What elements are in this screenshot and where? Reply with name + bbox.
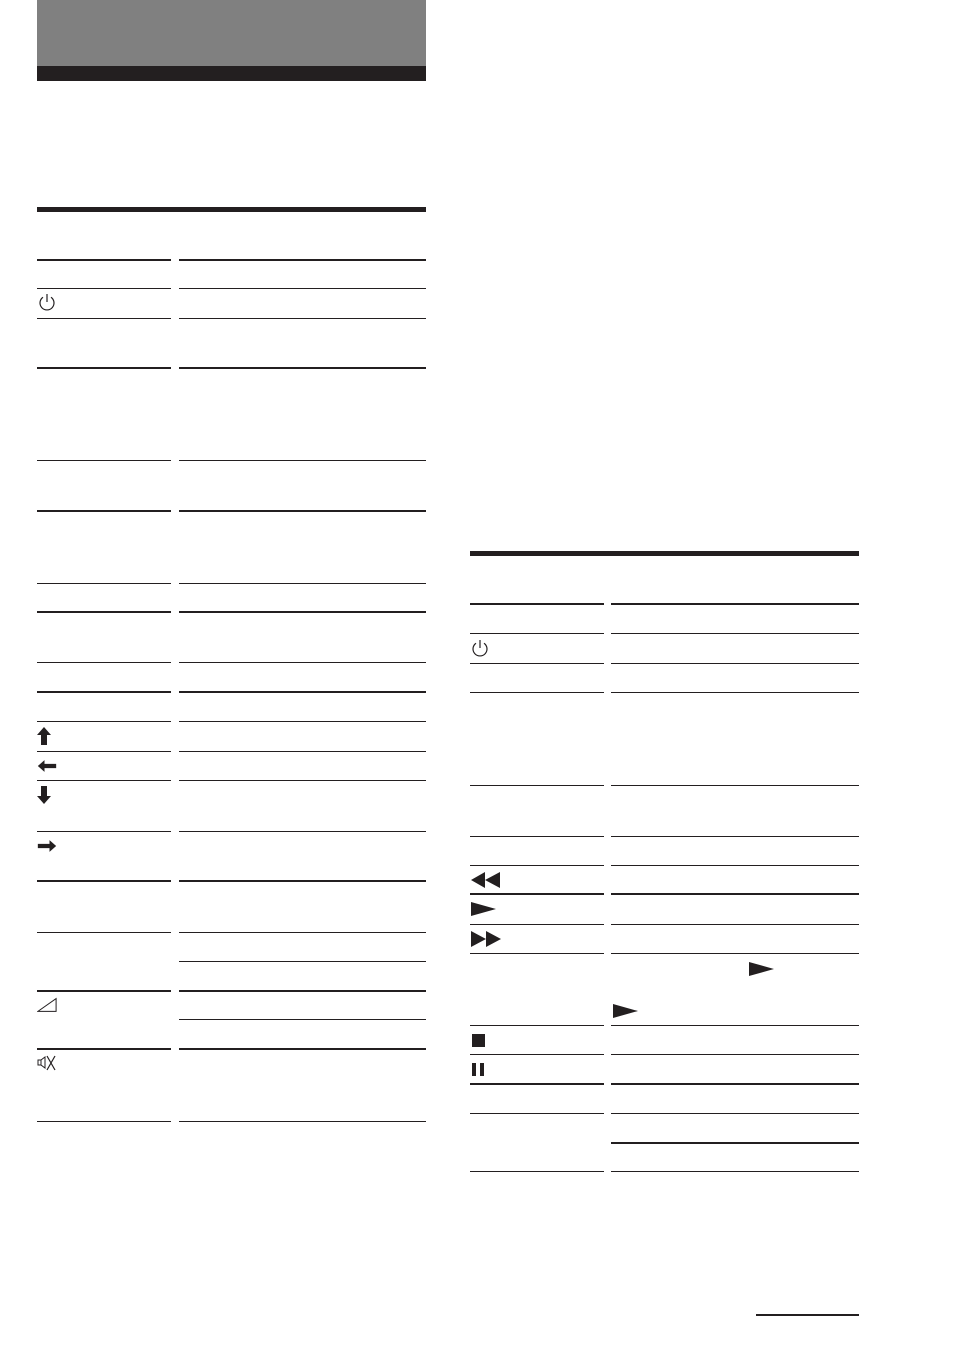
left-col2-header-rule <box>179 259 426 261</box>
left-col2-rule <box>179 583 426 584</box>
power-icon <box>37 292 57 312</box>
left-col1-rule <box>37 932 171 933</box>
left-col1-rule <box>37 780 171 781</box>
right-col1-rule <box>470 1025 604 1026</box>
right-col1-rule <box>470 893 604 895</box>
left-col1-rule <box>37 721 171 722</box>
left-section-rule <box>37 207 426 212</box>
right-col2-rule <box>611 692 859 693</box>
right-col1-rule <box>470 663 604 664</box>
right-col1-rule <box>470 953 604 954</box>
left-col2-rule <box>179 367 426 369</box>
right-col1-rule <box>470 865 604 866</box>
right-col1-header-rule <box>470 603 604 605</box>
left-col2-rule <box>179 880 426 882</box>
left-col2-rule <box>179 721 426 722</box>
stop-icon <box>470 1031 490 1051</box>
left-col1-rule <box>37 1048 171 1050</box>
left-col1-rule <box>37 583 171 584</box>
right-col2-rule <box>611 953 859 954</box>
left-col1-rule <box>37 288 171 289</box>
right-col1-rule <box>470 1171 604 1172</box>
right-col2-rule <box>611 1054 859 1055</box>
right-col2-header-rule <box>611 603 859 605</box>
left-col1-header-rule <box>37 259 171 261</box>
left-col2-rule <box>179 510 426 512</box>
left-col2-rule <box>179 990 426 992</box>
right-col2-rule <box>611 1142 859 1144</box>
fast-forward-icon <box>470 930 502 948</box>
left-col1-rule <box>37 691 171 693</box>
left-col2-rule <box>179 780 426 781</box>
right-col2-rule <box>611 1025 859 1026</box>
left-col2-rule <box>179 691 426 693</box>
right-col2-rule <box>611 924 859 925</box>
play-icon <box>612 1002 640 1020</box>
arrow-left-icon <box>37 756 57 776</box>
left-col2-rule <box>179 318 426 319</box>
left-col1-rule <box>37 460 171 461</box>
arrow-up-icon <box>36 726 56 746</box>
rewind-icon <box>470 871 502 889</box>
left-col2-rule <box>179 460 426 461</box>
left-col1-rule <box>37 510 171 512</box>
right-col1-rule <box>470 924 604 925</box>
right-col2-rule <box>611 633 859 634</box>
left-col2-rule <box>179 662 426 663</box>
left-col1-rule <box>37 1121 171 1122</box>
header-gray-block <box>37 0 426 66</box>
right-col1-rule <box>470 836 604 837</box>
muting-icon <box>37 1053 57 1073</box>
volume-icon <box>37 995 57 1015</box>
right-col2-rule <box>611 836 859 837</box>
right-col2-rule <box>611 1113 859 1114</box>
left-col1-rule <box>37 831 171 832</box>
left-col1-rule <box>37 318 171 319</box>
page-footer-rule <box>756 1314 859 1316</box>
right-col2-rule <box>611 865 859 866</box>
left-col2-rule <box>179 932 426 933</box>
left-col2-rule <box>179 1019 426 1020</box>
left-col2-rule <box>179 831 426 832</box>
pause-icon <box>470 1060 490 1080</box>
left-col1-rule <box>37 662 171 663</box>
right-col2-rule <box>611 785 859 786</box>
right-col2-rule <box>611 663 859 664</box>
left-col2-rule <box>179 288 426 289</box>
right-col1-rule <box>470 1083 604 1085</box>
header-dark-bar <box>37 66 426 81</box>
play-icon <box>747 960 775 978</box>
left-col2-rule <box>179 1048 426 1050</box>
left-col1-rule <box>37 367 171 369</box>
left-col1-rule <box>37 990 171 992</box>
left-col1-rule <box>37 611 171 613</box>
power-icon <box>470 638 490 658</box>
right-col1-rule <box>470 692 604 693</box>
left-col1-rule <box>37 880 171 882</box>
right-col2-rule <box>611 1171 859 1172</box>
arrow-down-icon <box>36 785 56 805</box>
left-col1-rule <box>37 751 171 752</box>
left-col2-rule <box>179 1121 426 1122</box>
right-section-rule <box>470 551 859 556</box>
play-icon <box>470 900 498 918</box>
left-col2-rule <box>179 611 426 613</box>
right-col1-rule <box>470 785 604 786</box>
right-col1-rule <box>470 633 604 634</box>
arrow-right-icon <box>37 836 57 856</box>
right-col1-rule <box>470 1113 604 1114</box>
left-col2-rule <box>179 961 426 962</box>
right-col1-rule <box>470 1054 604 1055</box>
right-col2-rule <box>611 1083 859 1085</box>
left-col2-rule <box>179 751 426 752</box>
right-col2-rule <box>611 893 859 895</box>
